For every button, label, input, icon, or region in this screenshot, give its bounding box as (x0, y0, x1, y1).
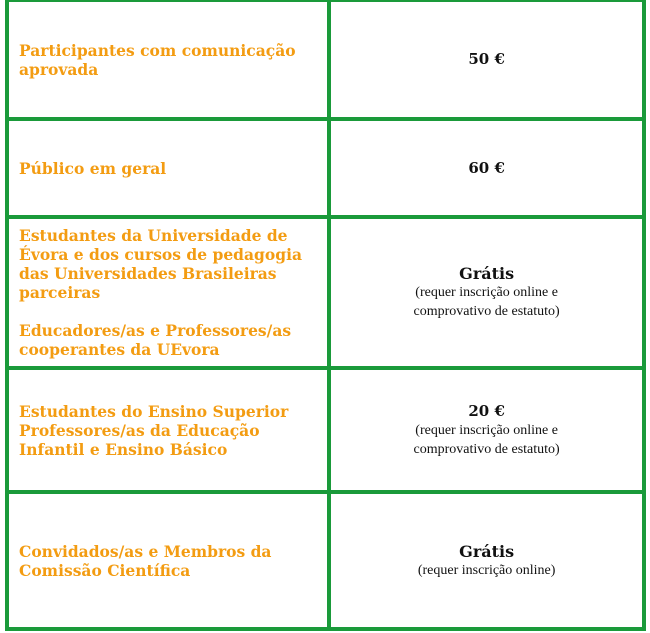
price-cell (329, 0, 644, 119)
price-amount: Grátis (459, 541, 515, 561)
price-cell (329, 492, 644, 629)
category-text: Participantes com comunicação (19, 40, 296, 60)
category-text: Infantil e Ensino Básico (19, 439, 228, 459)
category-text: parceiras (19, 283, 101, 302)
category-text: Évora e dos cursos de pedagogia (19, 245, 303, 264)
category-text: Comissão Científica (19, 560, 191, 580)
price-cell (329, 368, 644, 492)
price-note: comprovativo de estatuto) (413, 304, 560, 319)
category-cell (7, 217, 329, 368)
price-amount: 50 € (468, 50, 505, 68)
table-row (7, 119, 644, 217)
category-cell (7, 0, 329, 119)
category-text: das Universidades Brasileiras (19, 264, 277, 283)
price-note: (requer inscrição online e (415, 422, 558, 438)
price-cell (329, 217, 644, 368)
price-note: comprovativo de estatuto) (413, 441, 560, 457)
paragraph-gap (19, 302, 317, 321)
price-note: (requer inscrição online e (415, 285, 558, 300)
price-cell (329, 119, 644, 217)
category-text: cooperantes da UEvora (19, 340, 220, 359)
table-row (7, 368, 644, 492)
fee-table (5, 0, 646, 631)
price-amount: Grátis (459, 264, 515, 283)
table-row (7, 217, 644, 368)
table-row (7, 0, 644, 119)
category-text: Estudantes do Ensino Superior (19, 401, 289, 421)
category-text: Estudantes da Universidade de (19, 226, 288, 245)
category-text: aprovada (19, 59, 99, 79)
category-text: Convidados/as e Membros da (19, 541, 272, 561)
table-row (7, 492, 644, 629)
price-note: (requer inscrição online) (417, 562, 556, 578)
category-text: Professores/as da Educação (19, 420, 260, 440)
category-cell (7, 368, 329, 492)
category-text: Público em geral (19, 158, 167, 178)
price-amount: 20 € (468, 401, 505, 420)
category-cell (7, 119, 329, 217)
category-text: Educadores/as e Professores/as (19, 321, 292, 340)
price-amount: 60 € (468, 158, 505, 177)
category-cell (7, 492, 329, 629)
